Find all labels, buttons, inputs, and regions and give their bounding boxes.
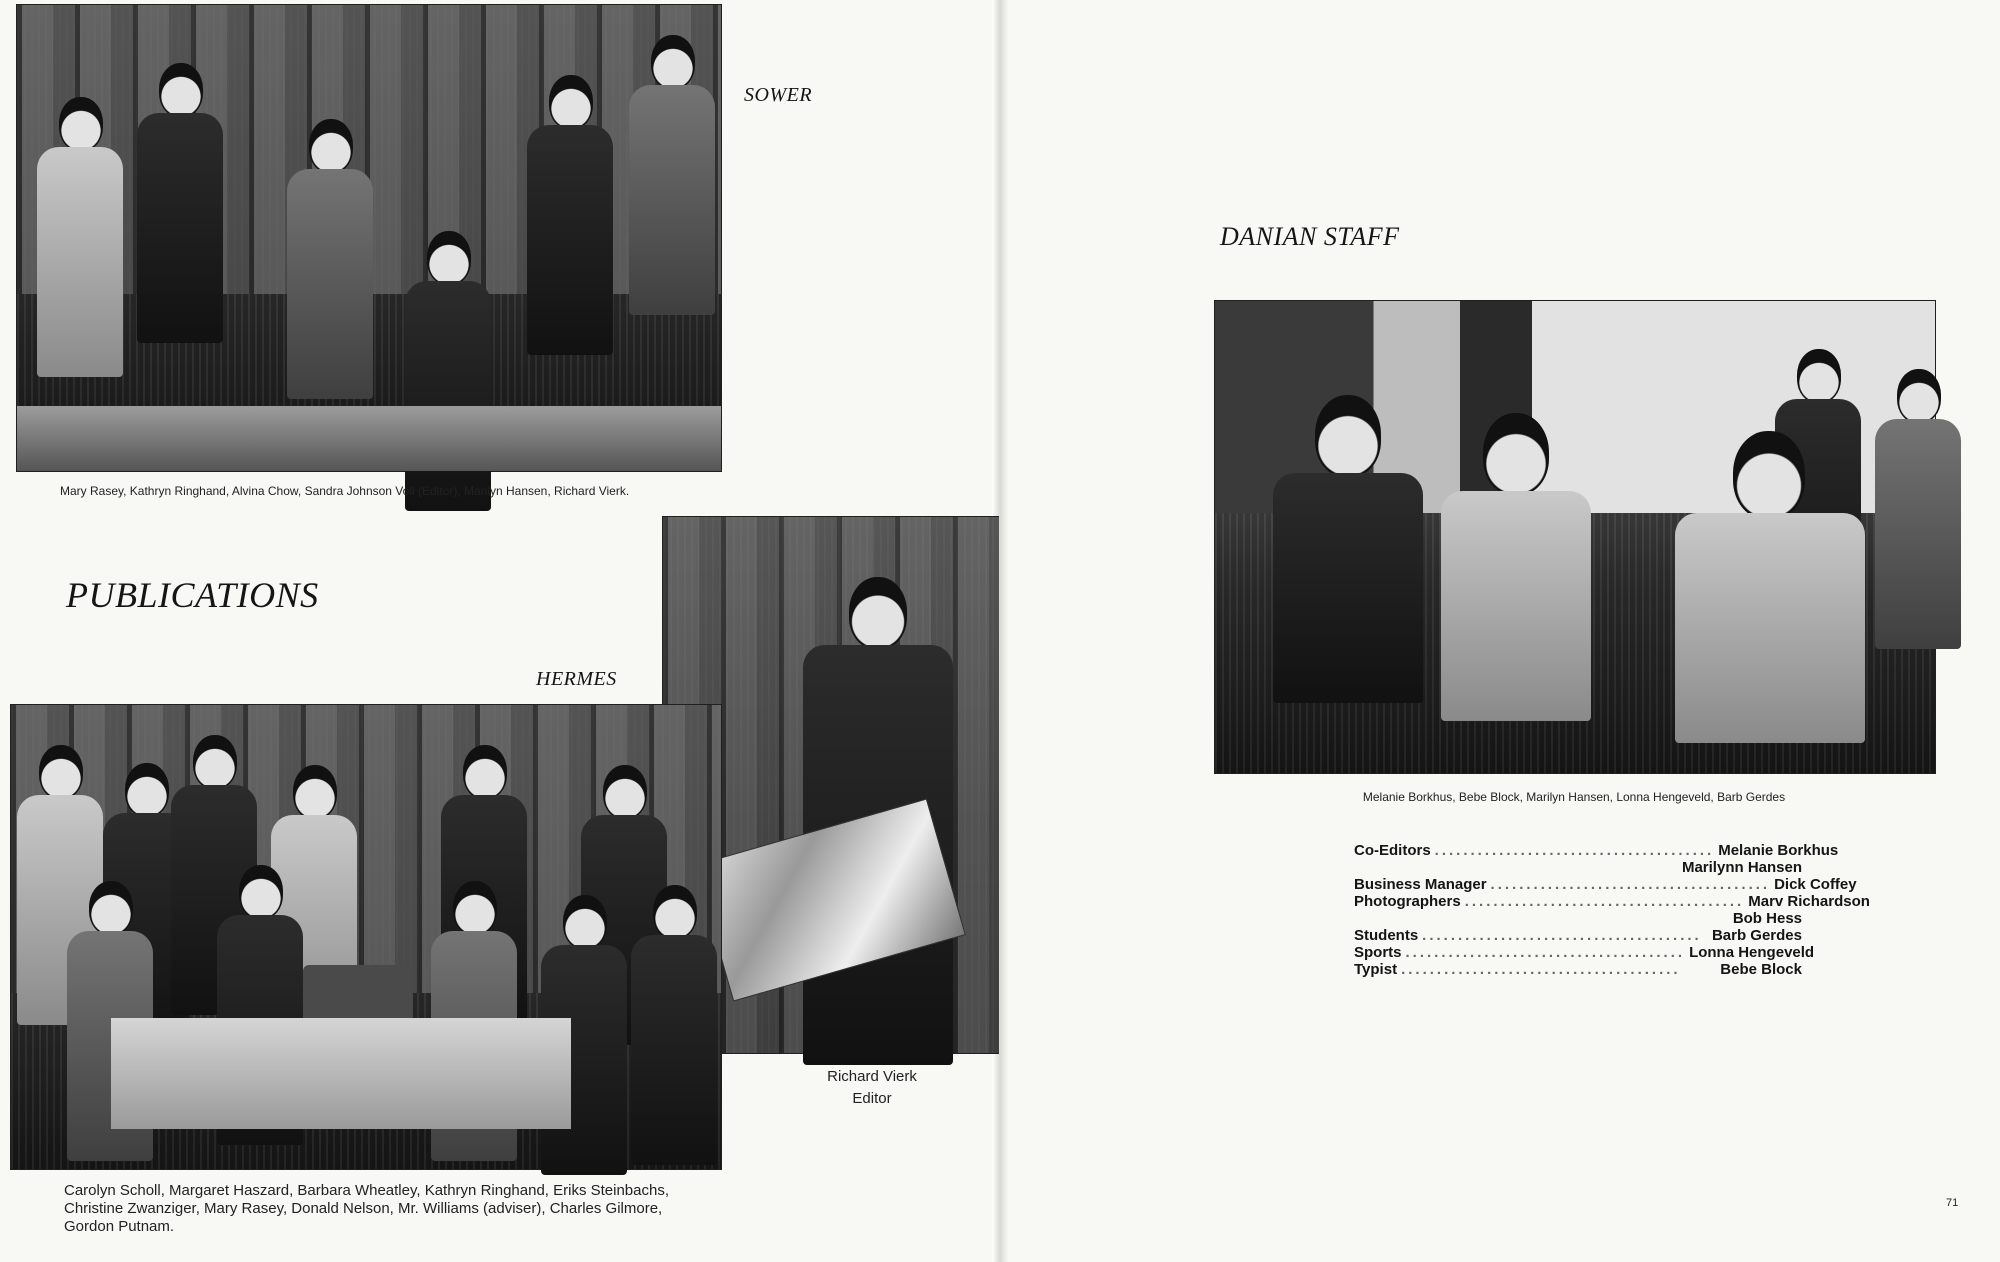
sower-group-photo bbox=[16, 4, 722, 472]
staff-row: Sports ....................................... Lonna Hengeveld bbox=[1354, 944, 1815, 961]
hermes-label: HERMES bbox=[536, 668, 617, 690]
editor-name: Richard Vierk bbox=[827, 1068, 917, 1085]
hermes-group-photo bbox=[10, 704, 722, 1170]
staff-list bbox=[1354, 842, 1870, 978]
staff-row: Photographers ....................................... Marv Richardson bbox=[1354, 893, 1870, 910]
hermes-caption: Carolyn Scholl, Margaret Haszard, Barbara Wheatley, Kathryn Ringhand, Eriks Steinbachs, Christine Zwanziger, Mary Rasey, Donald Nelson, Mr. Williams (adviser), Charles Gilmore, Gordon Putnam. bbox=[64, 1182, 670, 1235]
staff-row: Business Manager ....................................... Dick Coffey bbox=[1354, 876, 1857, 893]
staff-row: Students ....................................... Barb Gerdes bbox=[1354, 927, 1802, 944]
staff-row: Co-Editors ....................................... Melanie Borkhus bbox=[1354, 842, 1839, 859]
staff-row: Marilynn Hansen bbox=[1681, 859, 1802, 876]
publications-title: PUBLICATIONS bbox=[66, 575, 319, 615]
editor-title: Editor bbox=[852, 1090, 892, 1107]
danian-staff-title: DANIAN STAFF bbox=[1220, 222, 1400, 251]
danian-photo-caption: Melanie Borkhus, Bebe Block, Marilyn Hansen, Lonna Hengeveld, Barb Gerdes bbox=[1362, 790, 1786, 804]
danian-staff-photo bbox=[1214, 300, 1936, 774]
sower-caption: Mary Rasey, Kathryn Ringhand, Alvina Chow, Sandra Johnson Voll (Editor), Marilyn Hansen, Richard Vierk. bbox=[60, 484, 630, 498]
staff-row: Typist ....................................... Bebe Block bbox=[1354, 961, 1802, 978]
page-number: 71 bbox=[1946, 1197, 1959, 1209]
sower-label: SOWER bbox=[744, 84, 813, 106]
staff-row: Bob Hess bbox=[1732, 910, 1802, 927]
